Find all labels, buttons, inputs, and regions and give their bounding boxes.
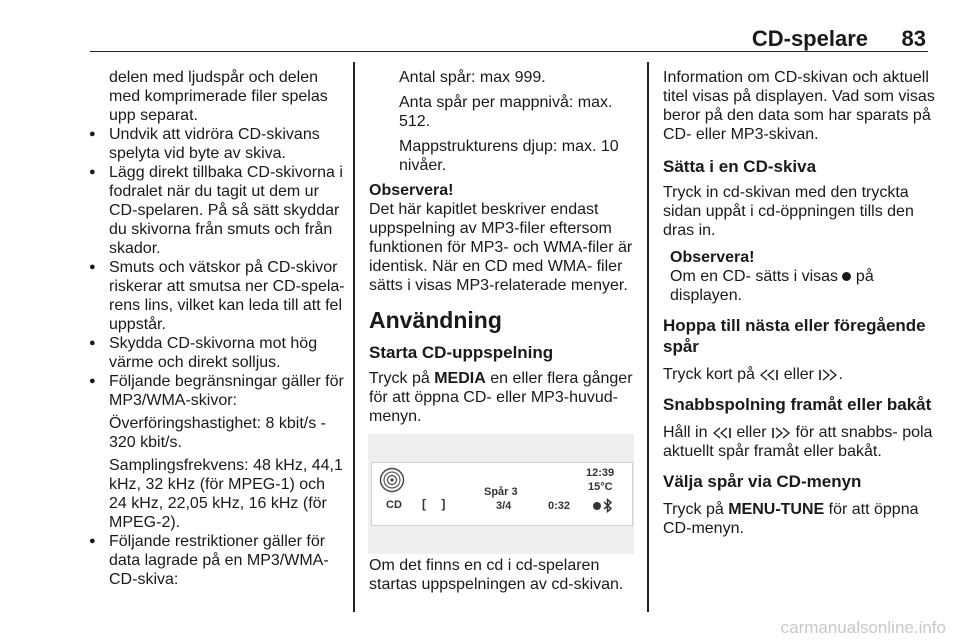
insert-text: Tryck in cd-skivan med den tryckta sidan uppåt i cd-öppningen tills den dras in. (663, 184, 914, 239)
heading-insert-cd: Sätta i en CD-skiva (663, 157, 817, 176)
media-pre-text: Tryck på (369, 370, 435, 387)
cd-inserted-icon (593, 502, 601, 510)
skip-pre-text: Tryck kort på (663, 366, 760, 383)
tracks-folder-text: Anta spår per mappnivå: max. 512. (399, 94, 613, 130)
skip-end-text: . (838, 366, 843, 383)
section-heading: Användning (369, 307, 502, 333)
note-body: Det här kapitlet beskriver endast uppspelning av MP3-filer eftersom funktionen för MP3- och WMA-filer är identisk. När en CD med WMA- filer sätts i visas MP3-relaterade menyer. (369, 201, 633, 294)
bitrate-text: Överföringshastighet: 8 kbit/s - 320 kbit/s. (109, 415, 326, 451)
header-rule (90, 51, 928, 53)
chapter-title: CD-spelare (751, 26, 868, 51)
list-item: ● Lägg direkt tillbaka CD-skivorna i fodralet när du tagit ut dem ur CD-spelaren. På så sätt skyddar du skivorna från smuts och från skador. (89, 163, 345, 258)
page-number: 83 (901, 26, 926, 51)
display-screen (371, 462, 633, 526)
media-key-label: MEDIA (434, 370, 486, 387)
caption-text: Om det finns en cd i cd-spelaren startas uppspelningen av cd-skivan. (369, 557, 624, 593)
heading-fast-seek: Snabbspolning framåt eller bakåt (663, 395, 932, 414)
display-brackets: [ ] (422, 497, 452, 511)
note-box (663, 248, 935, 305)
seek-back-icon (759, 369, 779, 381)
menu-tune-key-label: MENU-TUNE (728, 501, 825, 518)
column-middle (369, 68, 634, 426)
display-track-count: 3/4 (496, 500, 512, 512)
menu-post-text: för att öppna CD-menyn. (663, 501, 919, 537)
fast-post-text: för att snabbs- pola aktuellt spår framåt eller bakåt. (663, 424, 933, 460)
info-text: Information om CD-skivan och aktuell titel visas på displayen. Vad som visas beror på den data som har sparats på CD- eller MP3-skivan. (663, 69, 935, 143)
display-temperature: 15°C (588, 481, 613, 493)
menu-text (663, 500, 935, 538)
watermark: carmanualsonline.info (780, 618, 946, 637)
list-item: ● Undvik att vidröra CD-skivans spelyta vid byte av skiva. (89, 125, 345, 163)
heading-skip-track: Hoppa till nästa eller föregående spår (663, 316, 926, 356)
skip-or-text: eller (779, 366, 819, 383)
fast-pre-text: Håll in (663, 424, 712, 441)
column-middle-caption (369, 556, 634, 594)
display-elapsed-time: 0:32 (548, 500, 571, 512)
list-item: ● Skydda CD-skivorna mot hög värme och direkt solljus. (89, 334, 345, 372)
depth-text: Mappstrukturens djup: max. 10 nivåer. (399, 138, 619, 174)
media-instructions (369, 369, 634, 426)
cd-icon (379, 467, 405, 493)
cd-display-illustration (368, 434, 634, 554)
tracks-max-text: Antal spår: max 999. (399, 69, 546, 86)
list-item: ● Följande restriktioner gäller för data lagrade på en MP3/WMA- CD-skiva: (89, 532, 345, 589)
column-right (663, 68, 935, 538)
list-item: ● Följande begränsningar gäller för MP3/WMA-skivor: (89, 372, 345, 410)
note-pre-text: Om en CD- sätts i visas (670, 268, 843, 285)
display-source: CD (386, 499, 402, 511)
display-track-title: Spår 3 (484, 486, 518, 498)
seek-back-icon (712, 427, 732, 439)
column-divider-2 (647, 62, 649, 612)
note-title: Observera! (670, 249, 755, 266)
seek-forward-icon (771, 427, 791, 439)
intro-text: delen med ljudspår och delen med komprimerade filer spelas upp separat. (109, 69, 328, 124)
note-title: Observera! (369, 182, 454, 199)
list-item: ● Smuts och vätskor på CD-skivor riskerar att smutsa ner CD-spela- rens lins, vilket kan leda till att fel uppstår. (89, 258, 345, 334)
display-clock: 12:39 (586, 467, 615, 479)
page-header (90, 20, 928, 52)
column-divider-1 (353, 62, 355, 612)
sampling-text: Samplingsfrekvens: 48 kHz, 44,1 kHz, 32 kHz (för MPEG-1) och 24 kHz, 22,05 kHz, 16 kHz (för MPEG-2). (109, 457, 343, 531)
heading-cd-menu: Välja spår via CD-menyn (663, 472, 862, 491)
note-post-text: på displayen. (670, 268, 874, 304)
column-left (89, 68, 345, 589)
fast-or-text: eller (731, 424, 772, 441)
seek-forward-icon (818, 369, 838, 381)
skip-text (663, 365, 935, 384)
subsection-heading: Starta CD-uppspelning (369, 343, 554, 362)
note-box (369, 181, 634, 295)
menu-pre-text: Tryck på (663, 501, 729, 518)
bluetooth-icon (603, 498, 613, 513)
note-body (670, 267, 935, 305)
fast-seek-text (663, 423, 935, 461)
media-post-text: en eller flera gånger för att öppna CD- eller MP3-huvud- menyn. (369, 370, 633, 425)
